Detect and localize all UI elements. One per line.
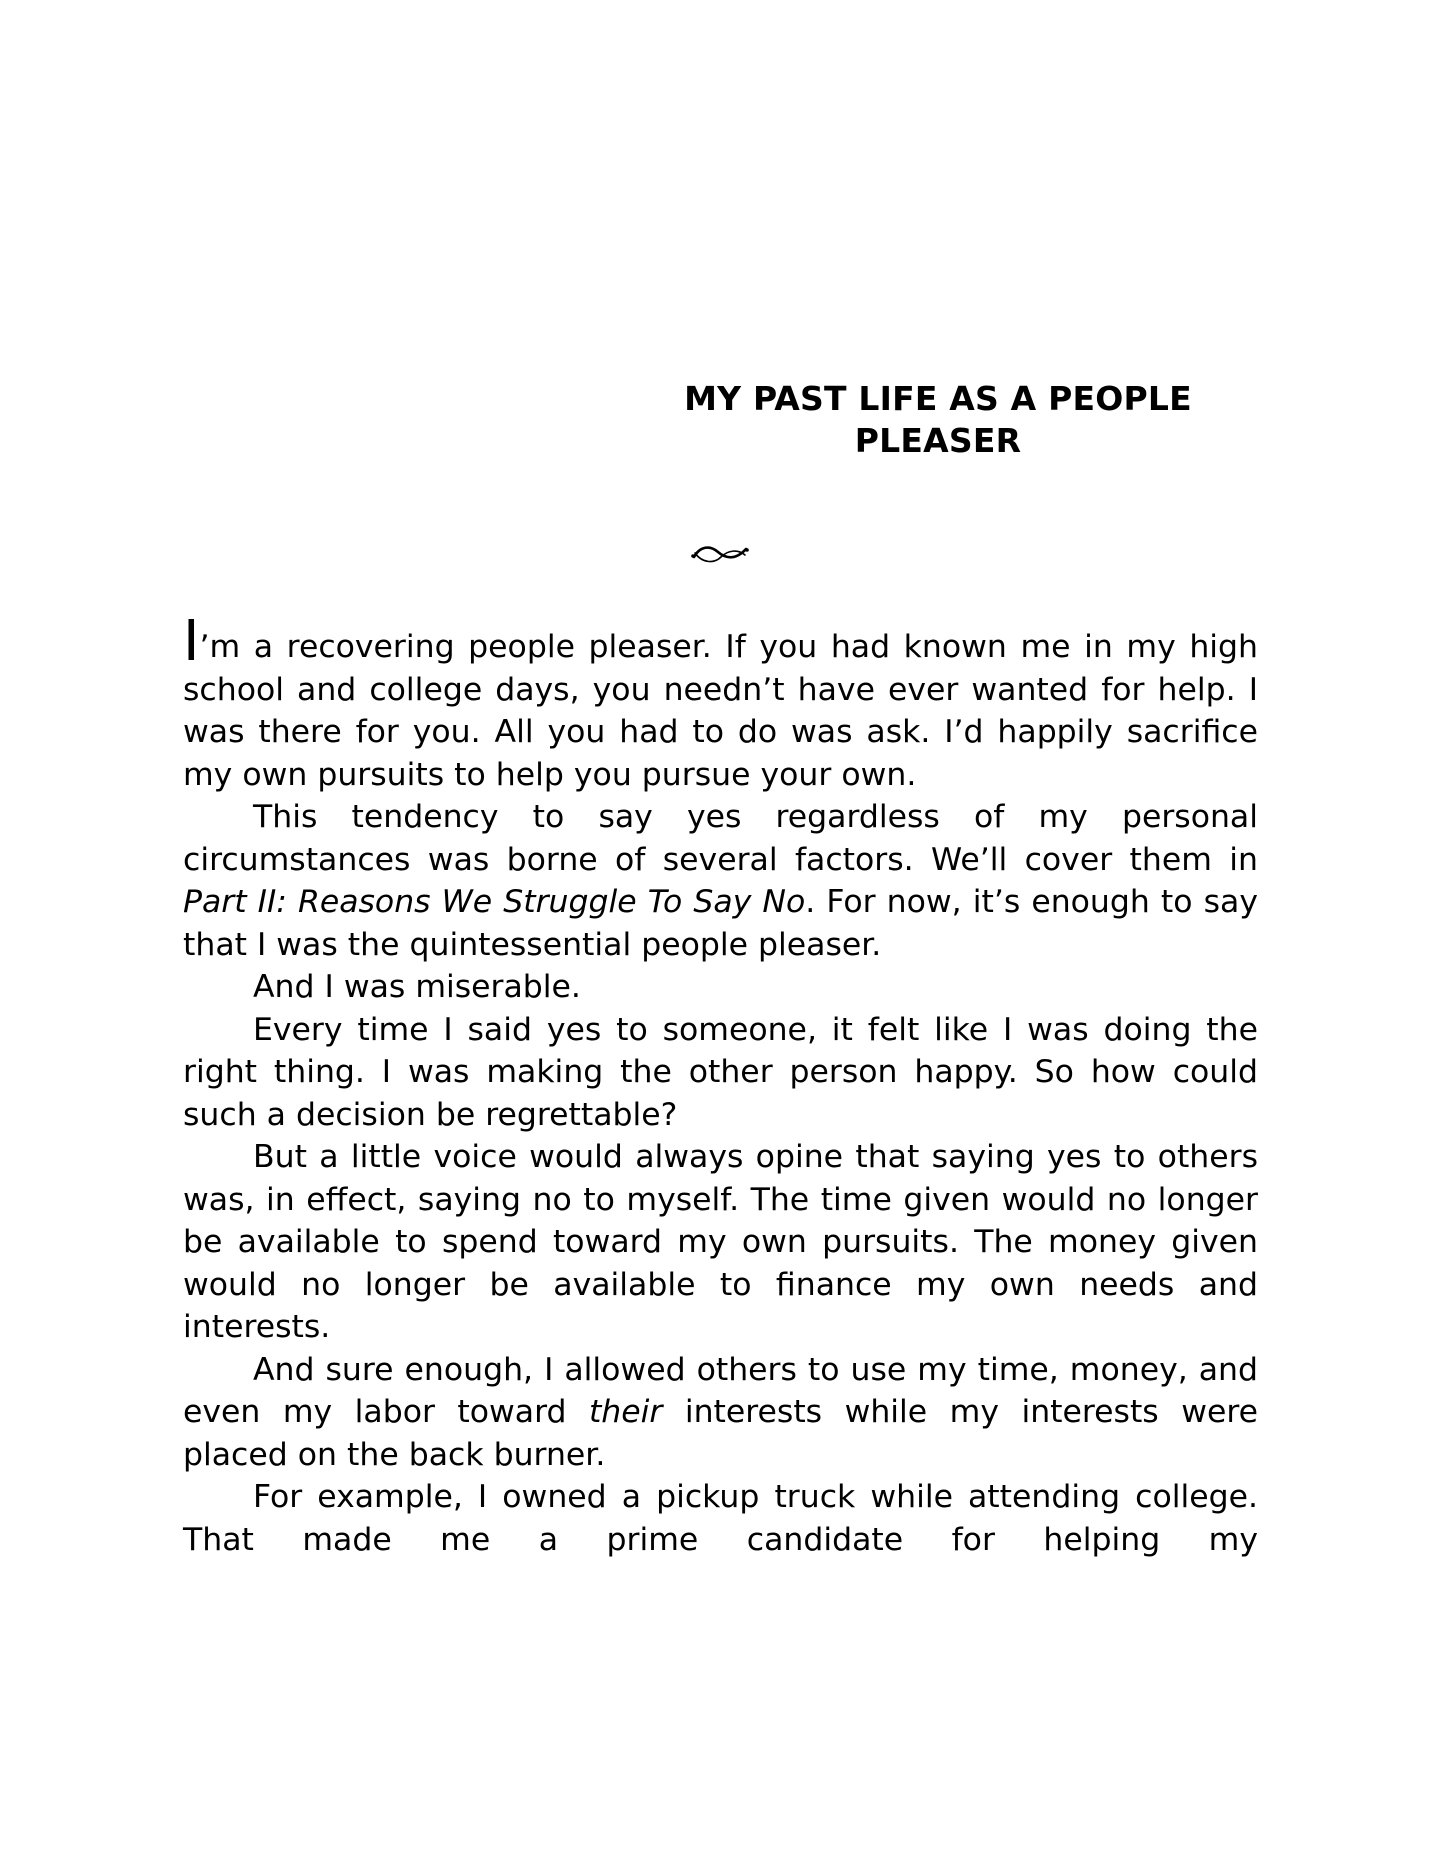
- drop-cap: I: [183, 609, 200, 674]
- paragraph-3: And I was miserable.: [253, 969, 581, 1005]
- chapter-body: [183, 609, 1258, 1561]
- paragraph-6: [183, 1349, 1258, 1477]
- paragraph-5: But a little voice would always opine that saying yes to others was, in effect, saying no to myself. The time given would no longer be available to spend toward my own pursuits. The money given would no longer be available to finance my own needs and interests.: [183, 1139, 1258, 1345]
- paragraph-2-text-before: This tendency to say yes regardless of my personal circumstances was borne of several factors. We’ll cover them in: [183, 799, 1258, 878]
- paragraph-2-text-after: . For now, it’s enough to say that I was the quintessential people pleaser.: [183, 884, 1258, 963]
- paragraph-1-text: ’m a recovering people pleaser. If you had known me in my high school and college days, you needn’t have ever wanted for help. I was there for you. All you had to do was ask. I’d happily sacrifice my own pursuits to help you pursue your own.: [183, 629, 1258, 793]
- chapter-title-line-2: PLEASER: [854, 421, 1022, 460]
- paragraph-4: Every time I said yes to someone, it felt like I was doing the right thing. I was making the other person happy. So how could such a decision be regrettable?: [183, 1011, 1258, 1133]
- emphasis-their: their: [588, 1394, 663, 1430]
- part-reference: Part II: Reasons We Struggle To Say No: [183, 884, 806, 920]
- paragraph-6-text-after: interests while my interests were placed on the back burner.: [183, 1394, 1258, 1473]
- swash-ornament-icon: [688, 540, 752, 568]
- paragraph-2: [183, 796, 1258, 966]
- paragraph-1: [183, 609, 1258, 796]
- chapter-title-line-1: MY PAST LIFE AS A PEOPLE: [684, 379, 1192, 418]
- chapter-title: [640, 378, 1236, 462]
- paragraph-6-text-before: And sure enough, I allowed others to use my time, money, and even my labor toward: [183, 1351, 1258, 1430]
- paragraph-7: For example, I owned a pickup truck while attending college. That made me a prime candidate for helping my: [183, 1479, 1258, 1558]
